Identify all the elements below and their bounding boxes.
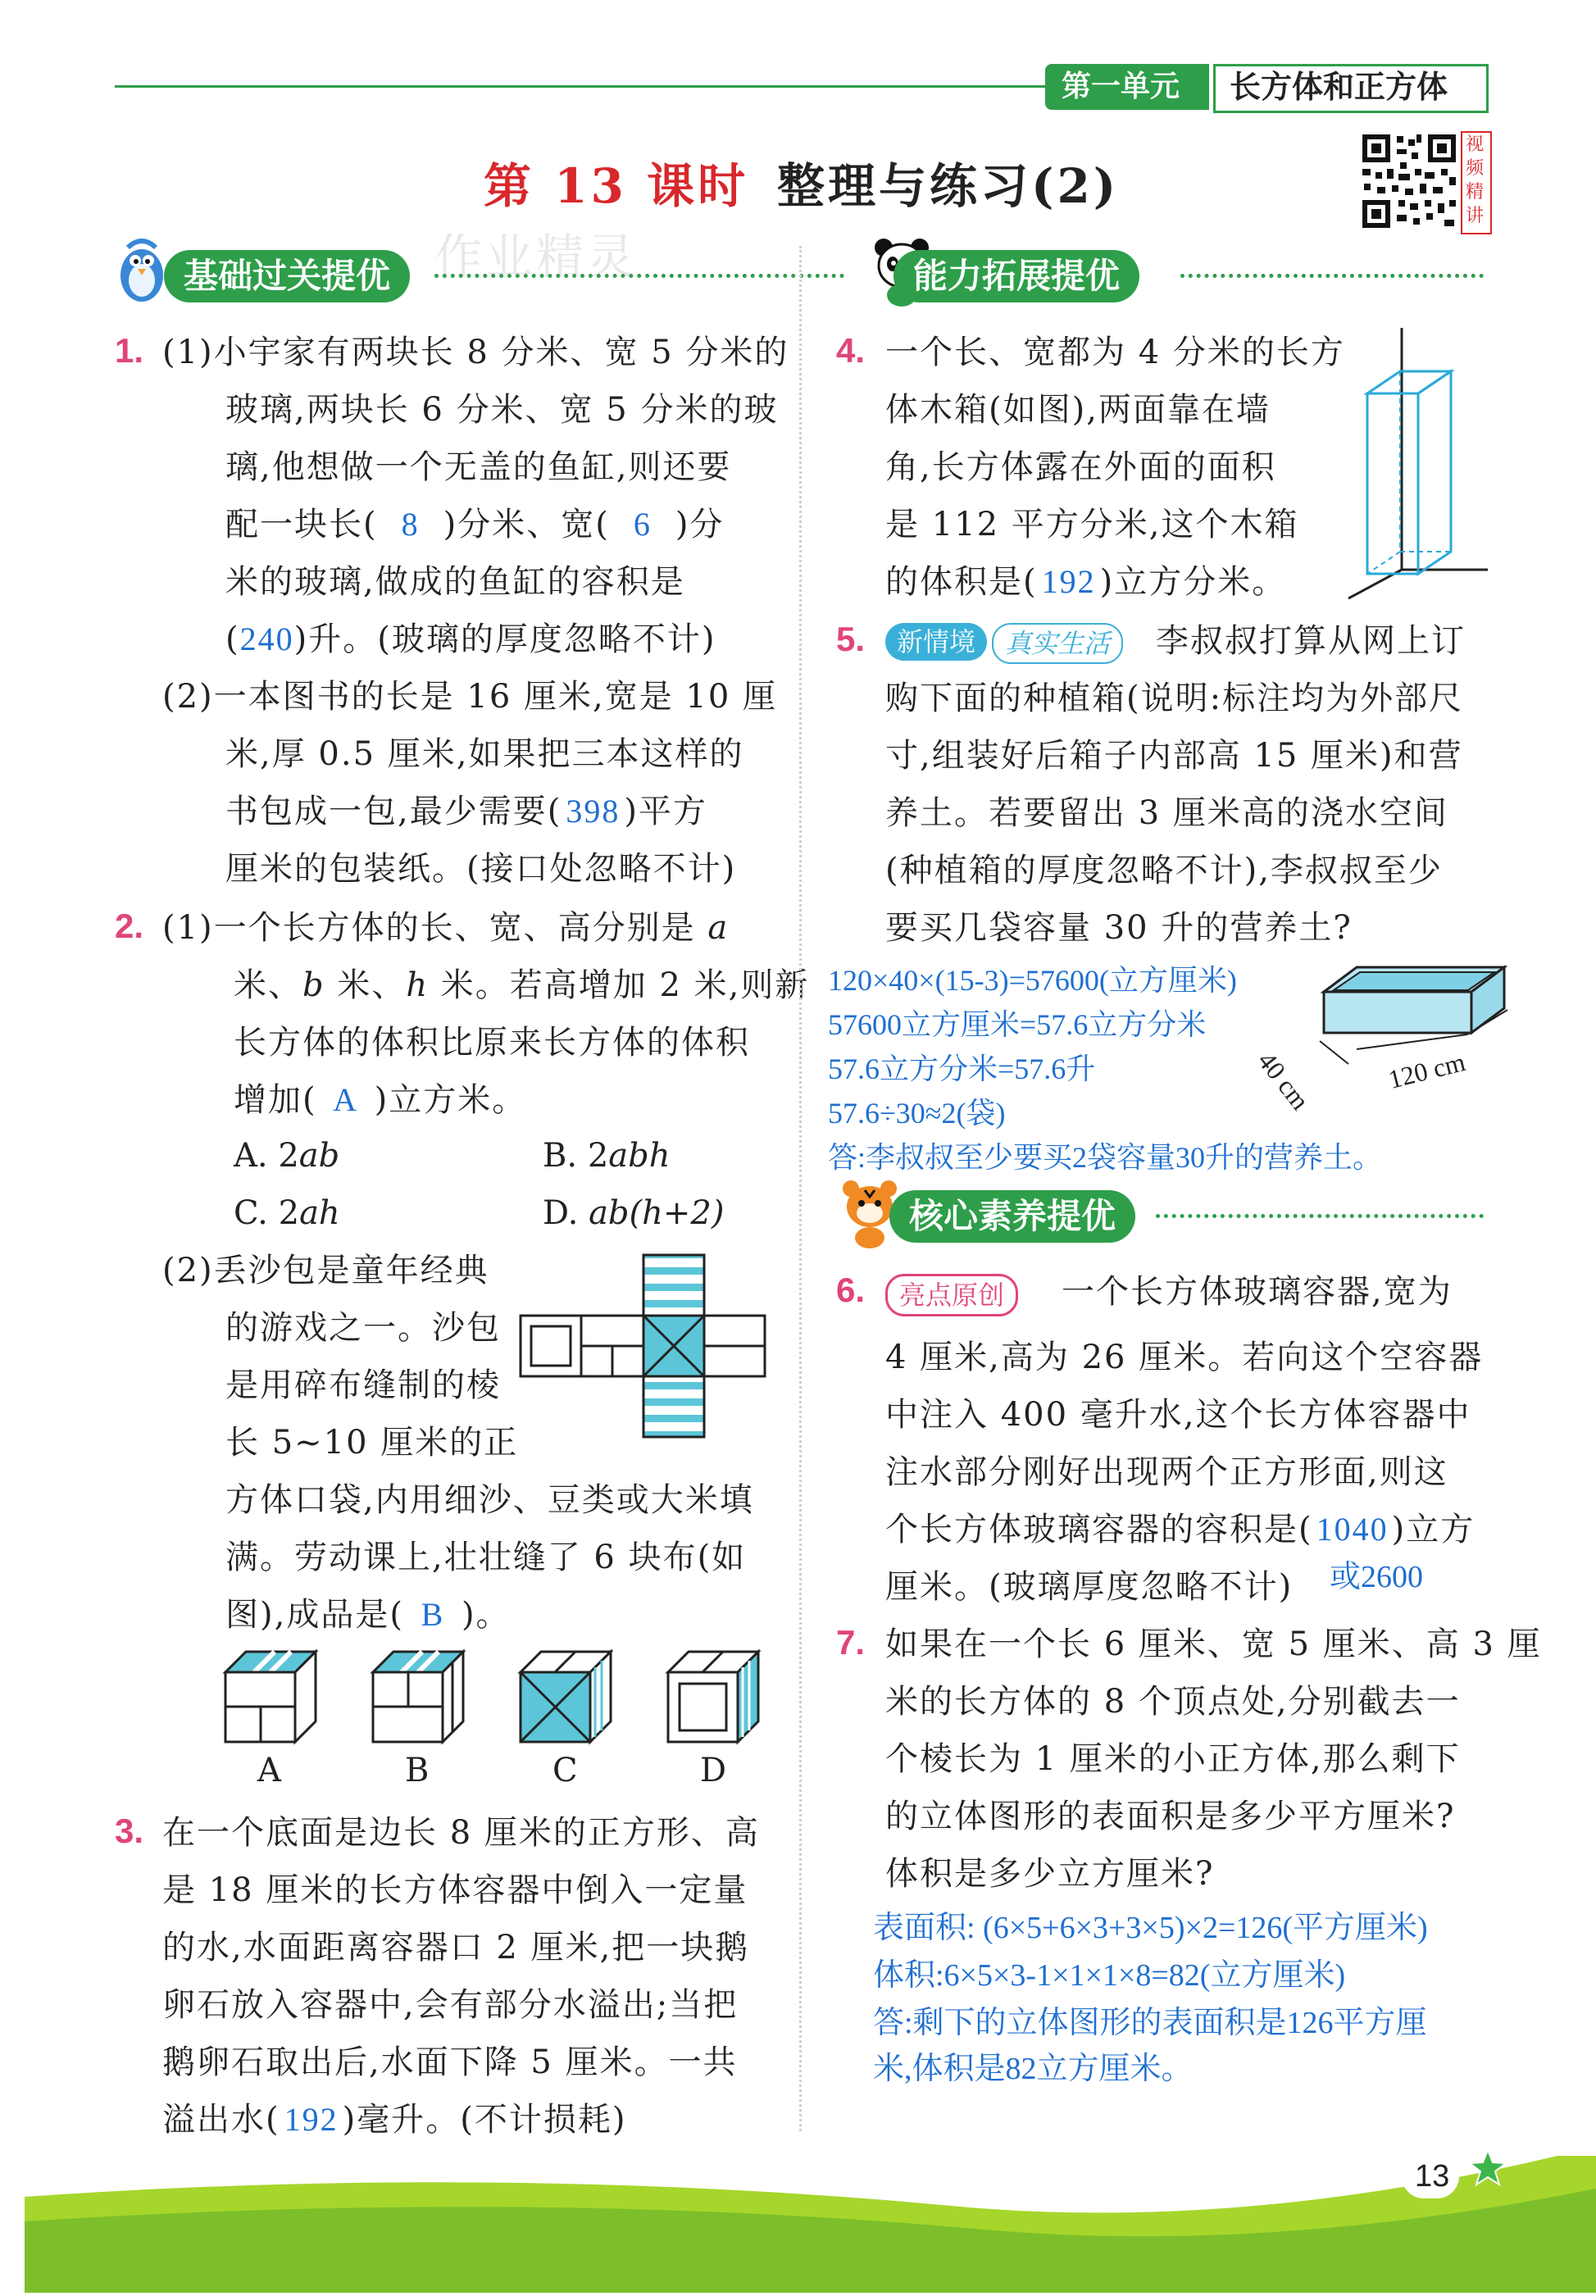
- q5-work-line2: 57600立方厘米=57.6立方分米: [828, 1008, 1207, 1041]
- q7-line1: 如果在一个长 6 厘米、宽 5 厘米、高 3 厘: [885, 1625, 1542, 1663]
- page-number: 13: [1415, 2159, 1450, 2194]
- tag-real-life: 真实生活: [992, 623, 1123, 664]
- q5-work-line1: 120×40×(15-3)=57600(立方厘米): [828, 964, 1237, 997]
- q3-line2: 是 18 厘米的长方体容器中倒入一定量: [162, 1871, 748, 1909]
- q1-p2-line1: (2)一本图书的长是 16 厘米,宽是 10 厘: [162, 678, 778, 716]
- watermark: 作业精灵: [434, 229, 639, 284]
- q1-answer-length: 8: [401, 506, 420, 543]
- q2-p2-line3: 是用碎布缝制的棱: [225, 1366, 501, 1404]
- q2-answer-1: A: [333, 1081, 359, 1118]
- cube-option-d: [664, 1648, 762, 1746]
- cube-label-c: C: [552, 1752, 578, 1789]
- q1-p1-line5: 米的玻璃,做成的鱼缸的容积是: [225, 563, 685, 601]
- q2-option-c: C. 2ah: [234, 1194, 340, 1232]
- section-ability-divider: [1180, 274, 1484, 278]
- q1-p1-line2: 玻璃,两块长 6 分米、宽 5 分米的玻: [225, 391, 779, 429]
- q2-p1-line1: [162, 908, 729, 948]
- q1-p1-l6a: (: [225, 621, 240, 658]
- q1-p2-l3b: )平方: [624, 793, 707, 830]
- planter-width-label: 40 cm: [1252, 1046, 1316, 1116]
- star-icon: [1467, 2148, 1508, 2189]
- q1-p2-line4: 厘米的包装纸。(接口处忽略不计): [225, 850, 737, 888]
- q6-number: 6.: [836, 1271, 866, 1309]
- q2-p1-l2c: 米、: [325, 966, 407, 1004]
- header-rule: [115, 85, 1049, 88]
- q2-p2-line6: 满。劳动课上,壮壮缝了 6 块布(如: [225, 1539, 747, 1576]
- cube-label-a: A: [257, 1752, 281, 1789]
- tag-original: 亮点原创: [885, 1274, 1018, 1316]
- mascot-bird-icon: [113, 233, 171, 307]
- q4-number: 4.: [836, 331, 866, 370]
- wooden-box-figure: [1344, 324, 1492, 602]
- q6-line6: 厘米。(玻璃厚度忽略不计): [885, 1568, 1294, 1606]
- q2-var-a: a: [707, 909, 730, 947]
- q5-line4: 养土。若要留出 3 厘米高的浇水空间: [885, 794, 1448, 832]
- q2-option-a: A. 2ab: [234, 1137, 340, 1175]
- q4-l5b: )立方分米。: [1099, 563, 1287, 601]
- q2-p2-line4: 长 5~10 厘米的正: [225, 1424, 519, 1462]
- qr-code: [1359, 131, 1459, 231]
- qr-label: 视频精讲: [1466, 134, 1485, 226]
- q5-work-line3: 57.6立方分米=57.6升: [828, 1053, 1096, 1085]
- q3-answer: 192: [284, 2101, 339, 2138]
- q1-p2-line2: 米,厚 0.5 厘米,如果把三本这样的: [225, 735, 744, 773]
- q7-line5: 体积是多少立方厘米?: [885, 1855, 1215, 1893]
- q1-answer-paper: 398: [566, 793, 621, 830]
- q5-work-answer: 答:李叔叔至少要买2袋容量30升的营养土。: [828, 1141, 1383, 1174]
- cube-net-figure: [516, 1251, 771, 1439]
- q2-p2-line1: (2)丢沙包是童年经典: [162, 1252, 489, 1289]
- q6-line5: [885, 1510, 1475, 1549]
- q5-work-line4: 57.6÷30≈2(袋): [828, 1097, 1006, 1130]
- q5-line6: 要买几袋容量 30 升的营养土?: [885, 909, 1353, 947]
- q4-answer: 192: [1041, 563, 1096, 600]
- q5-line3: 寸,组装好后箱子内部高 15 厘米)和营: [885, 737, 1463, 775]
- q2-p1-l4b: )立方米。: [374, 1081, 527, 1119]
- q6-alt-answer: 或2600: [1330, 1560, 1424, 1594]
- q5-line1: 李叔叔打算从网上订: [1156, 622, 1466, 660]
- q2-p2-l7a: 图),成品是(: [225, 1596, 404, 1634]
- q1-p1-l4b: )分米、宽(: [443, 506, 610, 543]
- q2-p2-l7b: )。: [461, 1596, 511, 1634]
- q2-var-b: b: [302, 966, 325, 1004]
- header-topic: 长方体和正方体: [1230, 69, 1448, 105]
- tag-new-scenario: 新情境: [885, 623, 987, 661]
- q1-answer-width: 6: [633, 506, 652, 543]
- q5-line2: 购下面的种植箱(说明:标注均为外部尺: [885, 680, 1464, 717]
- q2-p1-l2a: 米、: [234, 966, 302, 1004]
- q2-p2-line5: 方体口袋,内用细沙、豆类或大米填: [225, 1481, 754, 1519]
- q4-line5: [885, 562, 1286, 602]
- q3-line4: 卵石放入容器中,会有部分水溢出;当把: [162, 1986, 739, 2024]
- q7-work-line3: 答:剩下的立体图形的表面积是126平方厘: [873, 2006, 1427, 2040]
- section-core: 核心素养提优: [889, 1190, 1135, 1243]
- q3-line1: 在一个底面是边长 8 厘米的正方形、高: [162, 1814, 760, 1852]
- q1-p1-l6b: )升。(玻璃的厚度忽略不计): [293, 621, 716, 658]
- q2-var-h: h: [406, 966, 430, 1004]
- q1-p1-l4a: 配一块长(: [225, 506, 378, 543]
- q2-option-d: D. ab(h+2): [543, 1194, 725, 1232]
- footer-band: [0, 2131, 1596, 2293]
- q2-answer-2: B: [421, 1596, 445, 1633]
- q2-option-b: B. 2abh: [543, 1137, 671, 1175]
- q6-line4: 注水部分刚好出现两个正方形面,则这: [885, 1453, 1448, 1491]
- q3-l6a: 溢出水(: [162, 2101, 280, 2139]
- section-ability: 能力拓展提优: [893, 250, 1139, 302]
- q4-line3: 角,长方体露在外面的面积: [885, 448, 1276, 486]
- q2-p1-l1a: (1)一个长方体的长、宽、高分别是: [162, 909, 708, 947]
- planter-length-label: 120 cm: [1385, 1046, 1468, 1094]
- q7-work-line1: 表面积: (6×5+6×3+3×5)×2=126(平方厘米): [873, 1911, 1428, 1945]
- cube-label-d: D: [700, 1752, 727, 1789]
- q3-line3: 的水,水面距离容器口 2 厘米,把一块鹅: [162, 1929, 750, 1966]
- q6-answer: 1040: [1316, 1511, 1389, 1548]
- q1-p2-line3: [225, 792, 707, 831]
- cube-option-a: [221, 1648, 320, 1746]
- q1-p2-l3a: 书包成一包,最少需要(: [225, 793, 562, 830]
- cube-label-b: B: [405, 1752, 430, 1789]
- q6-l5b: )立方: [1391, 1511, 1476, 1548]
- header-unit: 第一单元: [1062, 70, 1180, 103]
- section-basic: 基础过关提优: [164, 250, 410, 302]
- q4-line4: 是 112 平方分米,这个木箱: [885, 506, 1299, 543]
- q6-l5a: 个长方体玻璃容器的容积是(: [885, 1511, 1313, 1548]
- q7-line4: 的立体图形的表面积是多少平方厘米?: [885, 1798, 1456, 1835]
- q2-p1-l4a: 增加(: [234, 1081, 317, 1119]
- q6-line2: 4 厘米,高为 26 厘米。若向这个空容器: [885, 1339, 1484, 1376]
- q1-p1-line3: 璃,他想做一个无盖的鱼缸,则还要: [225, 448, 732, 486]
- cube-option-b: [369, 1648, 467, 1746]
- section-core-divider: [1156, 1214, 1484, 1218]
- q1-answer-volume: 240: [239, 621, 294, 657]
- q6-line1: 一个长方体玻璃容器,宽为: [1062, 1273, 1453, 1311]
- q1-number: 1.: [115, 331, 144, 370]
- q2-p1-line4: [234, 1080, 526, 1120]
- q5-line5: (种植箱的厚度忽略不计),李叔叔至少: [885, 852, 1443, 889]
- q2-p1-line3: 长方体的体积比原来长方体的体积: [234, 1024, 750, 1062]
- q2-p1-l2e: 米。若高增加 2 米,则新: [429, 966, 810, 1004]
- q1-p1-l4c: )分: [675, 506, 725, 543]
- q3-number: 3.: [115, 1812, 144, 1850]
- column-divider: [799, 246, 802, 2131]
- q1-p1-line6: [225, 620, 716, 659]
- q2-p2-line2: 的游戏之一。沙包: [225, 1309, 501, 1347]
- q4-line1: 一个长、宽都为 4 分米的长方: [885, 334, 1345, 371]
- q7-number: 7.: [836, 1623, 866, 1662]
- q3-l6b: )毫升。(不计损耗): [342, 2101, 627, 2139]
- q7-work-line2: 体积:6×5×3-1×1×1×8=82(立方厘米): [873, 1958, 1346, 1993]
- q7-work-line4: 米,体积是82立方厘米。: [873, 2052, 1193, 2086]
- q1-p1-line4: [225, 505, 724, 544]
- lesson-number: 第 13 课时: [484, 158, 749, 214]
- q1-p1-line1: (1)小宇家有两块长 8 分米、宽 5 分米的: [162, 334, 789, 371]
- q3-line5: 鹅卵石取出后,水面下降 5 厘米。一共: [162, 2044, 738, 2081]
- cube-option-c: [516, 1648, 615, 1746]
- q4-l5a: 的体积是(: [885, 563, 1038, 601]
- q5-number: 5.: [836, 620, 866, 658]
- q2-p2-line7: [225, 1595, 511, 1634]
- q4-line2: 体木箱(如图),两面靠在墙: [885, 391, 1271, 429]
- q2-p1-line2: [234, 966, 809, 1005]
- q2-number: 2.: [115, 907, 144, 945]
- page-title: 整理与练习(2): [777, 158, 1120, 214]
- q7-line3: 个棱长为 1 厘米的小正方体,那么剩下: [885, 1740, 1461, 1778]
- q6-line3: 中注入 400 毫升水,这个长方体容器中: [885, 1396, 1471, 1434]
- q7-line2: 米的长方体的 8 个顶点处,分别截去一: [885, 1683, 1461, 1721]
